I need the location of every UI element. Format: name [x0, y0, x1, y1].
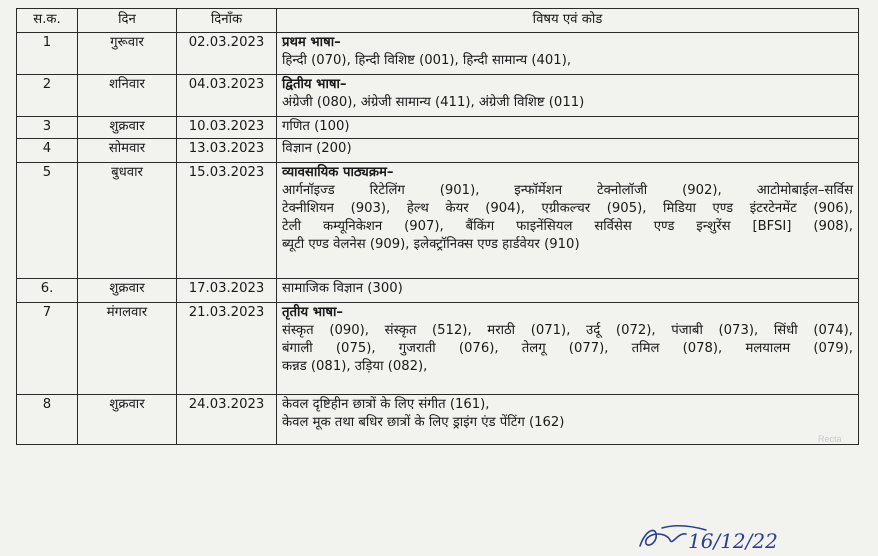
subject-line: बंगाली (075), गुजराती (076), तेलगू (077), तमिल (078), मलयालम (079), — [282, 341, 853, 356]
subject-line: ब्यूटी एण्ड वेलनेस (909), इलेक्ट्रॉनिक्स एण्ड हार्डवेयर (910) — [282, 237, 580, 252]
subject-heading: प्रथम भाषा– — [282, 35, 341, 50]
cell-day: शुक्रवार — [78, 117, 177, 139]
table-row — [17, 33, 859, 75]
subject-line: विज्ञान (200) — [282, 141, 352, 156]
subject-line: आर्गनॉइज्ड रिटेलिंग (901), इन्फॉर्मेशन टेक्नोलॉजी (902), आटोमोबाईल–सर्विस — [282, 183, 853, 198]
cell-subject — [277, 139, 859, 163]
signature-date: 16/12/22 — [688, 529, 778, 553]
cell-day: सोमवार — [78, 139, 177, 163]
header-subject-code: विषय एवं कोड — [277, 9, 859, 33]
cell-day: शुक्रवार — [78, 395, 177, 445]
table-row — [17, 163, 859, 279]
cell-subject — [277, 117, 859, 139]
cell-day: बुधवार — [78, 163, 177, 279]
table-row — [17, 303, 859, 395]
cell-serial: 5 — [17, 163, 78, 279]
subject-line: कन्नड (081), उड़िया (082), — [282, 359, 428, 374]
cell-day: शनिवार — [78, 75, 177, 117]
subject-line: टेक्नीशियन (903), हेल्थ केयर (904), एग्रीकल्चर (905), मिडिया एण्ड इंटरटेनमेंट (906), — [282, 201, 853, 216]
subject-line: सामाजिक विज्ञान (300) — [282, 281, 403, 296]
cell-serial: 3 — [17, 117, 78, 139]
subject-line: संस्कृत (090), संस्कृत (512), मराठी (071), उर्दू (072), पंजाबी (073), सिंधी (074), — [282, 323, 853, 338]
cell-day: शुक्रवार — [78, 279, 177, 303]
header-row — [17, 9, 859, 33]
subject-line: केवल दृष्टिहीन छात्रों के लिए संगीत (161), — [282, 397, 490, 412]
cell-serial: 7 — [17, 303, 78, 395]
cell-subject — [277, 33, 859, 75]
subject-line: अंग्रेजी (080), अंग्रेजी सामान्य (411), अंग्रेजी विशिष्ट (011) — [282, 95, 585, 110]
cell-date: 24.03.2023 — [177, 395, 277, 445]
subject-heading: द्वितीय भाषा– — [282, 77, 347, 92]
cell-date: 02.03.2023 — [177, 33, 277, 75]
cell-serial: 6. — [17, 279, 78, 303]
header-serial: स.क. — [17, 9, 78, 33]
subject-line: केवल मूक तथा बधिर छात्रों के लिए ड्राइंग एंड पेंटिंग (162) — [282, 415, 565, 430]
cell-date: 10.03.2023 — [177, 117, 277, 139]
cell-date: 04.03.2023 — [177, 75, 277, 117]
cell-date: 21.03.2023 — [177, 303, 277, 395]
table-row — [17, 139, 859, 163]
cell-serial: 2 — [17, 75, 78, 117]
subject-line: हिन्दी (070), हिन्दी विशिष्ट (001), हिन्दी सामान्य (401), — [282, 53, 572, 68]
table-row — [17, 279, 859, 303]
ghost-overlay-text: Recta — [818, 434, 842, 444]
cell-serial: 1 — [17, 33, 78, 75]
signature — [636, 520, 786, 554]
table-row — [17, 117, 859, 139]
subject-heading: तृतीय भाषा– — [282, 305, 344, 320]
cell-serial: 8 — [17, 395, 78, 445]
cell-subject — [277, 75, 859, 117]
subject-line: गणित (100) — [282, 119, 350, 134]
cell-date: 13.03.2023 — [177, 139, 277, 163]
subject-heading: व्यावसायिक पाठ्यक्रम– — [282, 165, 394, 180]
subject-line: टेली कम्यूनिकेशन (907), बैंकिंग फाइनेंसियल सर्विसेस एण्ड इन्शुरेंस [BFSI] (908), — [282, 219, 853, 234]
exam-schedule-table — [16, 8, 859, 445]
cell-subject — [277, 163, 859, 279]
cell-serial: 4 — [17, 139, 78, 163]
header-day: दिन — [78, 9, 177, 33]
header-date: दिनाँक — [177, 9, 277, 33]
cell-subject — [277, 279, 859, 303]
cell-date: 15.03.2023 — [177, 163, 277, 279]
table-row — [17, 395, 859, 445]
cell-day: गुरूवार — [78, 33, 177, 75]
table-row — [17, 75, 859, 117]
cell-day: मंगलवार — [78, 303, 177, 395]
cell-subject — [277, 395, 859, 445]
cell-subject — [277, 303, 859, 395]
cell-date: 17.03.2023 — [177, 279, 277, 303]
